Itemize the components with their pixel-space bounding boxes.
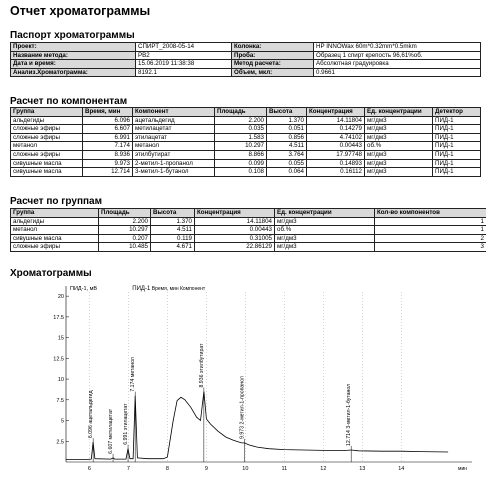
table-cell: 2-метил-1-пропанол (133, 159, 215, 168)
column-header: Концентрация (307, 108, 365, 117)
table-row (11, 217, 486, 226)
groups-heading: Расчет по группам (10, 196, 102, 207)
chromatogram-chart (0, 280, 486, 480)
table-cell: ПИД-1 (433, 142, 481, 151)
table-cell: метилацетат (133, 125, 215, 134)
column-header: Компонент (133, 108, 215, 117)
passport-label: Проба: (232, 51, 314, 60)
table-cell: ПИД-1 (433, 116, 481, 125)
y-tick-label: 7.5 (56, 397, 64, 404)
passport-value: Абсолютная градуировка (314, 60, 481, 69)
column-header: Высота (267, 108, 307, 117)
passport-label: Дата и время: (11, 60, 136, 69)
table-cell: 6.991 (83, 133, 133, 142)
table-cell: 0.064 (267, 168, 307, 177)
column-header: Ед. концентрации (365, 108, 433, 117)
table-cell: 0.055 (267, 159, 307, 168)
table-cell: 3 (375, 243, 486, 252)
table-cell: мг/дм3 (365, 168, 433, 177)
passport-row (11, 60, 481, 69)
table-cell: 8.866 (215, 150, 267, 159)
x-tick-label: 8 (165, 466, 169, 472)
table-cell: 0.856 (267, 133, 307, 142)
table-cell: метанол (11, 142, 83, 151)
table-cell: этилбутират (133, 150, 215, 159)
x-axis-unit: мин (458, 466, 467, 472)
column-header: Концентрация (195, 209, 275, 218)
y-tick-label: 20 (57, 294, 64, 301)
table-cell: метанол (133, 142, 215, 151)
table-cell: 4.74102 (307, 133, 365, 142)
x-tick-label: 7 (126, 466, 130, 472)
table-cell: 0.14893 (307, 159, 365, 168)
table-cell: 0.119 (151, 234, 195, 243)
table-row (11, 125, 481, 134)
table-cell: 6.607 (83, 125, 133, 134)
table-cell: сивушные масла (11, 168, 83, 177)
table-cell: мг/дм3 (275, 234, 375, 243)
table-cell: сложные эфиры (11, 133, 83, 142)
y-tick-label: 10 (57, 377, 64, 384)
table-cell: 2.200 (215, 116, 267, 125)
y-tick-label: 15 (57, 335, 64, 342)
passport-table (10, 42, 481, 77)
y-axis-label: ПИД-1, мВ (70, 286, 98, 292)
y-tick-label: 5 (60, 418, 64, 425)
passport-label: Анализ.Хроматограмма: (11, 68, 136, 77)
table-cell: этилацетат (133, 133, 215, 142)
table-row (11, 168, 481, 177)
passport-value: PB2 (136, 51, 232, 60)
table-cell: ПИД-1 (433, 168, 481, 177)
passport-heading: Паспорт хроматограммы (10, 30, 135, 41)
table-cell: 3-метил-1-бутанол (133, 168, 215, 177)
passport-value: Образец 1 спирт крепость 96,61%об. (314, 51, 481, 60)
y-tick-label: 12.5 (53, 356, 64, 363)
table-cell: 0.108 (215, 168, 267, 177)
table-cell: 4.511 (267, 142, 307, 151)
table-cell: 4.671 (151, 243, 195, 252)
table-cell: 0.00443 (307, 142, 365, 151)
x-tick-label: 12 (320, 466, 327, 472)
passport-label: Метод расчета: (232, 60, 314, 69)
passport-label: Объем, мкл: (232, 68, 314, 77)
table-cell: 2.200 (99, 217, 151, 226)
table-row (11, 116, 481, 125)
x-tick-label: 9 (204, 466, 208, 472)
passport-value: СПИРТ_2008-05-14 (136, 43, 232, 52)
table-cell: 10.485 (99, 243, 151, 252)
table-row (11, 234, 486, 243)
table-cell: мг/дм3 (365, 125, 433, 134)
table-cell: 0.14279 (307, 125, 365, 134)
passport-value: 8192.1 (136, 68, 232, 77)
table-row (11, 142, 481, 151)
peak-label: 8.936 этилбутират (198, 343, 205, 388)
table-cell: мг/дм3 (365, 150, 433, 159)
column-header: Площадь (215, 108, 267, 117)
passport-label: Колонка: (232, 43, 314, 52)
y-tick-label: 17.5 (53, 314, 64, 321)
y-tick-label: 2.5 (56, 439, 64, 446)
column-header: Детектор (433, 108, 481, 117)
table-cell: сложные эфиры (11, 125, 83, 134)
table-row (11, 150, 481, 159)
column-header: Группа (11, 108, 83, 117)
table-cell: сложные эфиры (11, 243, 99, 252)
table-cell: сложные эфиры (11, 150, 83, 159)
table-cell: 0.00443 (195, 226, 275, 235)
table-cell: 0.31005 (195, 234, 275, 243)
table-cell: 22.86129 (195, 243, 275, 252)
table-cell: 0.16112 (307, 168, 365, 177)
table-cell: ПИД-1 (433, 133, 481, 142)
table-cell: ПИД-1 (433, 125, 481, 134)
report-title: Отчет хроматограммы (10, 4, 151, 18)
table-cell: 1.370 (267, 116, 307, 125)
table-cell: мг/дм3 (365, 133, 433, 142)
table-cell: мг/дм3 (365, 159, 433, 168)
passport-row (11, 43, 481, 52)
table-cell: 0.207 (99, 234, 151, 243)
table-cell: 0.035 (215, 125, 267, 134)
components-heading: Расчет по компонентам (10, 96, 128, 107)
column-header: Кол-во компонентов (375, 209, 486, 218)
table-row (11, 159, 481, 168)
table-cell: 12.714 (83, 168, 133, 177)
table-cell: мг/дм3 (275, 243, 375, 252)
table-cell: 1 (375, 226, 486, 235)
table-cell: 6.096 (83, 116, 133, 125)
table-cell: 4.511 (151, 226, 195, 235)
table-cell: 0.051 (267, 125, 307, 134)
peak-label: 7.174 метанол (130, 357, 137, 392)
table-cell: ПИД-1 (433, 159, 481, 168)
table-cell: метанол (11, 226, 99, 235)
chromatogram-heading: Хроматограммы (10, 268, 92, 279)
table-cell: 1 (375, 217, 486, 226)
passport-label: Название метода: (11, 51, 136, 60)
peak-label: 6.607 метилацетат (108, 408, 115, 454)
table-cell: 1.583 (215, 133, 267, 142)
table-cell: сивушные масла (11, 234, 99, 243)
table-cell: 9.973 (83, 159, 133, 168)
table-cell: 14.11804 (307, 116, 365, 125)
peak-label: 12.714 3-метил-1-бутанол (346, 383, 353, 446)
table-cell: 0.099 (215, 159, 267, 168)
column-header: Ед. концентрации (275, 209, 375, 218)
groups-table (10, 208, 486, 252)
table-cell: 2 (375, 234, 486, 243)
table-cell: альдегиды (11, 217, 99, 226)
table-cell: 7.174 (83, 142, 133, 151)
passport-row (11, 51, 481, 60)
table-cell: об.% (275, 226, 375, 235)
passport-row (11, 68, 481, 77)
components-table (10, 107, 481, 177)
x-tick-label: 11 (281, 466, 288, 472)
header-label: Время, мин Компонент (151, 286, 206, 292)
column-header: Высота (151, 209, 195, 218)
table-row (11, 243, 486, 252)
x-tick-label: 6 (87, 466, 91, 472)
table-cell: ацетальдегид (133, 116, 215, 125)
table-row (11, 133, 481, 142)
x-tick-label: 13 (359, 466, 366, 472)
peak-label: 6.991 этилацетат (123, 403, 130, 445)
peak-label: 6.096 ацетальдегид (88, 390, 95, 439)
table-cell: 17.97748 (307, 150, 365, 159)
passport-value: 0.9661 (314, 68, 481, 77)
passport-value: HP INNOWax 60m*0.32mm*0.5mkm (314, 43, 481, 52)
column-header: Площадь (99, 209, 151, 218)
table-cell: об.% (365, 142, 433, 151)
detector-label: ПИД-1 (132, 286, 151, 292)
table-cell: сивушные масла (11, 159, 83, 168)
table-cell: 10.297 (215, 142, 267, 151)
table-cell: 8.936 (83, 150, 133, 159)
column-header: Группа (11, 209, 99, 218)
passport-value: 15.06.2019 11:38:38 (136, 60, 232, 69)
passport-label: Проект: (11, 43, 136, 52)
table-cell: 14.11804 (195, 217, 275, 226)
table-row (11, 226, 486, 235)
table-cell: 1.370 (151, 217, 195, 226)
table-cell: альдегиды (11, 116, 83, 125)
x-tick-label: 14 (398, 466, 405, 472)
column-header: Время, мин (83, 108, 133, 117)
table-cell: 3.764 (267, 150, 307, 159)
table-cell: ПИД-1 (433, 150, 481, 159)
x-tick-label: 10 (242, 466, 249, 472)
peak-label: 9.973 2-метил-1-пропанол (239, 376, 246, 439)
table-cell: мг/дм3 (275, 217, 375, 226)
table-cell: мг/дм3 (365, 116, 433, 125)
table-cell: 10.297 (99, 226, 151, 235)
